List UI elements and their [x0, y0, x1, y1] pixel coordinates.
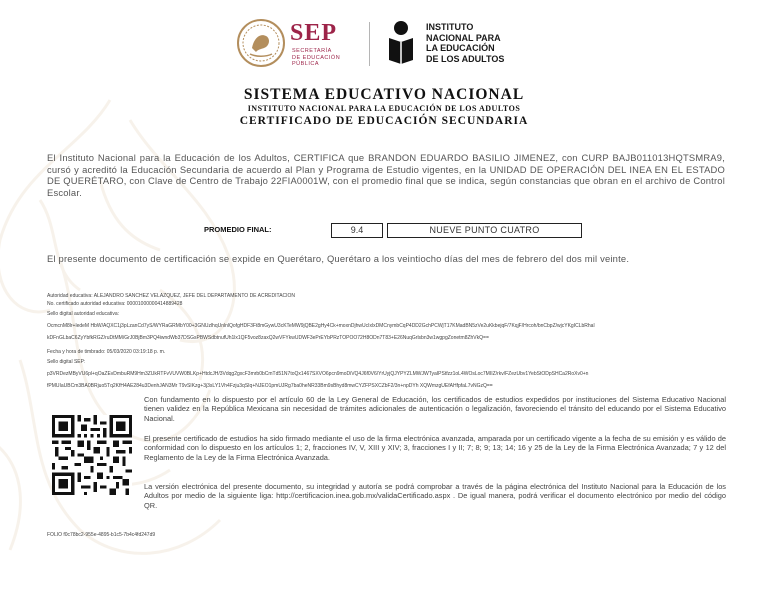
- final-average-row: [47, 222, 727, 238]
- final-average-value: 9.4: [331, 223, 383, 238]
- final-average-label: PROMEDIO FINAL:: [204, 225, 272, 234]
- authority-line: Autoridad educativa: ALEJANDRO SANCHEZ VELAZQUEZ, JEFE DEL DEPARTAMENTO DE ACREDITACIÓN: [47, 293, 296, 299]
- sep-seal-line-1: p3VRDezMByVU6pl+qOaZEvDmbuRM9Hm3ZUkRTFvVUVW0BLKp+HtdcJH/3Vdqg2gxcF3mrb0bCmTd51N7toQx1467SXVO6pcn9moDiVQ4J6f0V6/YrUyjQJYPYZLMWJWTyaIPStfzz1oL4WOsLoc7MIIZ/rkv/FZezUbv1YebStODpSHCa2RoXv0+n: [47, 371, 589, 377]
- issue-paragraph: El presente documento de certificación se expide en Querétaro, Querétaro a los veintiocho días del mes de febrero del dos mil veinte.: [47, 253, 630, 264]
- authority-seal-line-1: OcmcnM8lr+ledeM HbW/AQXC1j3pLzanCd7yS/WYRaGRMbY00+3GNUzlhqUnlnlQofgHDF3Ft8mGywU3cKTeMW9jQBE2gHy4Ck+moxnDjhwUcIxlxDMCnymbCqP4DD2GchPCWjT17KMadBN5zVe2uKkbejqF/7KqjF/Hrcoh/bnCbpZ/wjcYKgICLbRhal: [47, 323, 595, 329]
- electronic-signature-paragraph: El presente certificado de estudios ha sido firmado mediante el uso de la firma electrónica avanzada, amparada por un certificado vigente a la fecha de su emisión y es válido de conformidad con lo dispuesto en los artículos 1; 2, fracciones IV, V, XIII y XIV; 3, fracciones I y II; 7; 8; 9; 13; 14; 16 y 25 de la Ley de la Firma Electrónica Avanzada; 7 y 12 del Reglamento de la Ley de la Firma Electrónica Avanzada.: [144, 434, 726, 462]
- sep-seal-label: Sello digital SEP:: [47, 359, 86, 365]
- sep-logo-subtitle: SECRETARÍA DE EDUCACIÓN PÚBLICA: [292, 48, 341, 67]
- title-institute: INSTITUTO NACIONAL PARA LA EDUCACIÓN DE LOS ADULTOS: [247, 104, 521, 113]
- folio-number: FOLIO f0c78bc2-955e-4895-b1c5-7b4c4fd247d9: [47, 532, 156, 538]
- final-average-words: NUEVE PUNTO CUATRO: [387, 223, 582, 238]
- sep-logo-text: SEP: [290, 20, 338, 46]
- sep-seal-line-2: fPMUIaUBCm3BA0BRjuo5Tq2KfH4AE284u3DenhJAN3Mr T9vSIKzg+3j3sLY1Vh4Fzju3qSIq+NJEO1pmUJRg7ba0heNR33Bm9sBhyd8mwCYZFPSXCZbF2/3n+npDYh XQWmzgUEfAHfpfaL7vNGzQ==: [47, 383, 493, 389]
- reader-icon: [386, 20, 416, 66]
- operating-unit: UNIDAD DE OPERACIÓN DEL INEA EN EL ESTADO DE QUERÉTARO: [47, 163, 725, 186]
- authority-seal-label: Sello digital autoridad educativa:: [47, 311, 119, 317]
- header-logos: [236, 18, 536, 74]
- title-system: SISTEMA EDUCATIVO NACIONAL: [243, 86, 525, 103]
- inea-logo-text: INSTITUTO NACIONAL PARA LA EDUCACIÓN DE LOS ADULTOS: [426, 22, 505, 64]
- stamp-date-line: Fecha y hora de timbrado: 05/03/2020 03:19:18 p. m.: [47, 349, 166, 355]
- certification-paragraph: El Instituto Nacional para la Educación de los Adultos, CERTIFICA que BRANDON EDUARDO BASILIO JIMENEZ, con CURP BAJB011013HQTSMRA9, cursó y acreditó la Educación Secundaria de acuerdo al Plan y Programa de Estudio vigentes, en la UNIDAD DE OPERACIÓN DEL INEA EN EL ESTADO DE QUERÉTARO, con Clave de Centro de Trabajo 22FIA0001W, con el promedio final que se indica, según constancias que obran en el archivo de Control Escolar.: [47, 152, 725, 198]
- document-titles: [0, 86, 768, 128]
- logo-divider: [369, 22, 370, 66]
- curp-value: BAJB011013HQTSMRA9: [612, 152, 723, 163]
- national-seal-icon: [236, 18, 286, 68]
- qr-code: [52, 415, 132, 495]
- student-name: BRANDON EDUARDO BASILIO JIMENEZ: [368, 152, 556, 163]
- cct-value: 22FIA0001W: [270, 175, 328, 186]
- legal-foundation-paragraph: Con fundamento en lo dispuesto por el artículo 60 de la Ley General de Educación, los certificados de estudios expedidos por instituciones del Sistema Educativo Nacional tienen validez en la República Mexicana sin necesidad de trámites adicionales de autenticación o legalización, favoreciendo el tránsito del educando por el Sistema Educativo Nacional.: [144, 395, 726, 423]
- certificate-number-line: No. certificado autoridad educativa: 00001000000414889428: [47, 301, 183, 307]
- title-certificate: CERTIFICADO DE EDUCACIÓN SECUNDARIA: [239, 115, 529, 127]
- verification-paragraph: La versión electrónica del presente documento, su integridad y autoría se podrá comprobar a través de la página electrónica del Instituto Nacional para la Educación de los Adultos por medio de la siguiente liga: http://certificacion.inea.gob.mx/validaCertificado.aspx . De igual manera, podrá verificar el documento electrónico por medio del código QR.: [144, 482, 726, 510]
- authority-seal-line-2: kDFnGLbaC6ZyYbfkRGZ/ruDtMM/GrJ0BjBm3PQ4iwndWb37DSGsPBWSdbtnufUh1lx1QF5voz8zaxQ2wVFYkwUDWF3ePrEYbPRzTOPOO72H8ODn7T83+E26NuqGrlsbn3w1wgpgZonetm8ZhVkQ==: [47, 335, 489, 341]
